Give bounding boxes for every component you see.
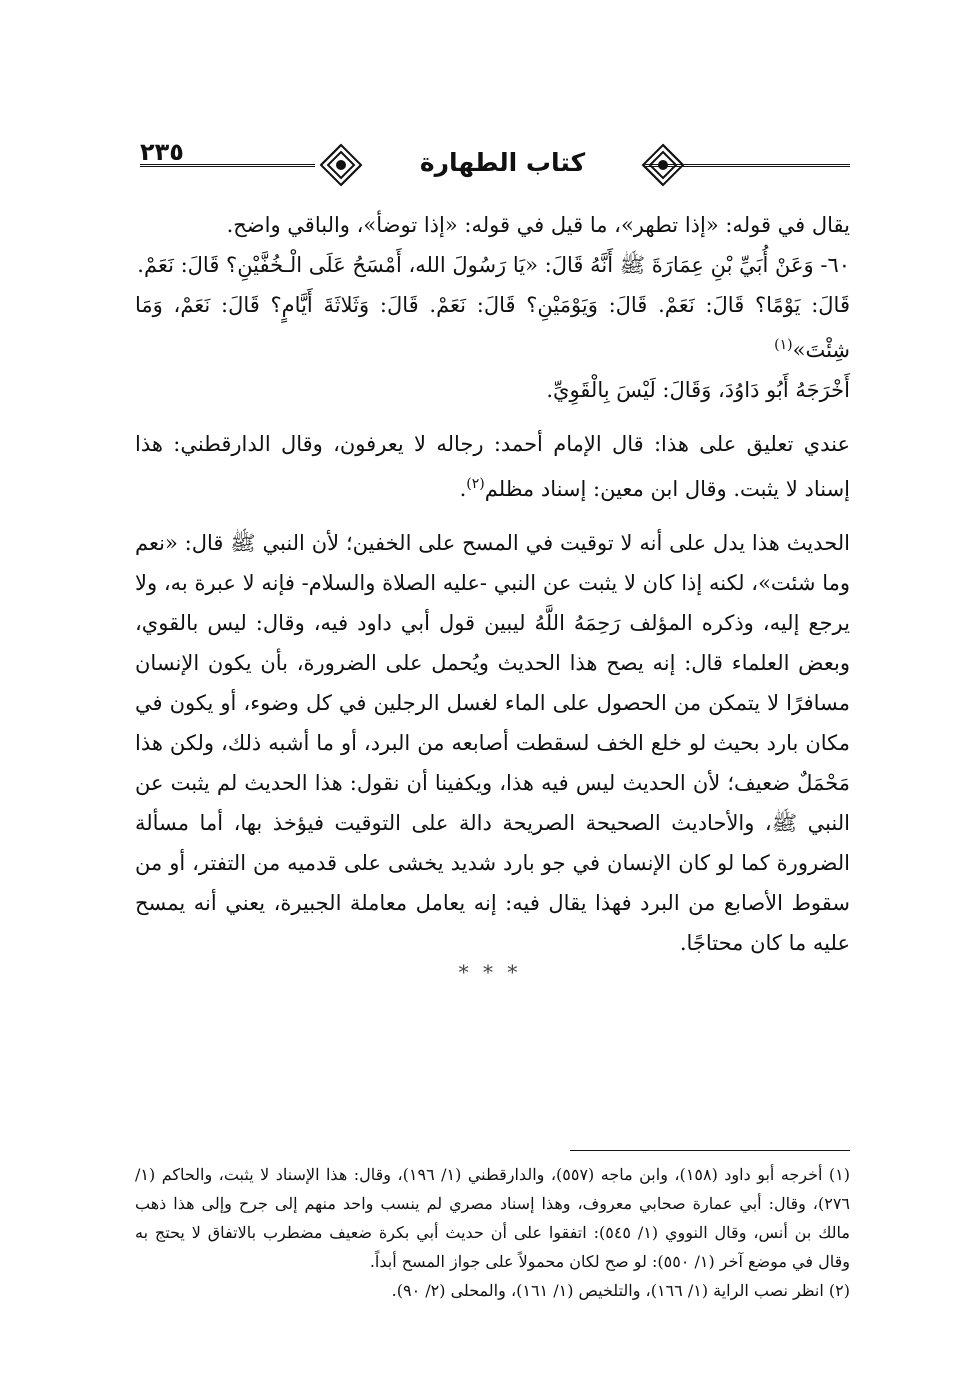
comment-paragraph — [135, 424, 850, 509]
ornament-left-icon — [318, 142, 364, 188]
explanation-paragraph: الحديث هذا يدل على أنه لا توقيت في المسح على الخفين؛ لأن النبي ﷺ قال: «نعم وما شئت»، لكنه إذا كان لا يثبت عن النبي -عليه الصلاة والسلام- فإنه لا عبرة به، ولا يرجع إليه، وذكره المؤلف رَحِمَهُ اللَّهُ ليبين قول أبي داود فيه، وقال: ليس بالقوي، وبعض العلماء قال: إنه يصح هذا الحديث ويُحمل على الضرورة، بأن يكون الإنسان مسافرًا لا يتمكن من الحصول على الماء لغسل الرجلين في كل وضوء، أو يكون في مكان بارد بحيث لو خلع الخف لسقطت أصابعه من البرد، أو ما أشبه ذلك، ولكن هذا مَحْمَلٌ ضعيف؛ لأن الحديث ليس فيه هذا، ويكفينا أن نقول: هذا الحديث لم يثبت عن النبي ﷺ، والأحاديث الصحيحة الصريحة دالة على التوقيت فيؤخذ بها، أما مسألة الضرورة كما لو كان الإنسان في جو بارد شديد يخشى على قدميه من التفتر، أو من سقوط الأصابع من البرد فهذا يقال فيه: إنه يعامل معاملة الجبيرة، يعني أنه يمسح عليه ما كان محتاجًا. — [135, 531, 850, 955]
hadith-block — [135, 245, 850, 410]
main-text — [135, 205, 850, 963]
section-separator: * * * — [458, 960, 522, 984]
footnote-1: (١) أخرجه أبو داود (١٥٨)، وابن ماجه (٥٥٧)، والدارقطني (١/ ١٩٦)، وقال: هذا الإسناد لا يثبت، والحاكم (١/ ٢٧٦)، وقال: أبي عمارة صحابي معروف، وهذا إسناد مصري لم ينسب واحد منهم إلى جرح وإلى هذا ذهب مالك بن أنس، وقال النووي (١/ ٥٤٥): اتفقوا على أن حديث أبي بكرة ضعيف مضطرب بالاتفاق لا يحتج به وقال في موضع آخر (١/ ٥٥٠): لو صح لكان محمولاً على جواز المسح أبداً. — [135, 1165, 851, 1271]
hadith-line-3: أَخْرَجَهُ أَبُو دَاوُدَ، وَقَالَ: لَيْسَ بِالْقَوِيِّ. — [546, 378, 850, 402]
footnote-2: (٢) انظر نصب الراية (١/ ١٦٦)، والتلخيص (١/ ١٦١)، والمحلى (٢/ ٩٠). — [391, 1281, 850, 1300]
page-number: ٢٣٥ — [140, 138, 184, 166]
comment-end: . — [459, 477, 467, 501]
footnote-ref-1[interactable]: (١) — [774, 337, 793, 353]
hadith-line-2-text: قَالَ: يَوْمًا؟ قَالَ: نَعَمْ. قَالَ: وَيَوْمَيْنِ؟ قَالَ: نَعَمْ. قَالَ: وَثَلاثَةَ أَيَّامٍ؟ قَالَ: نَعَمْ، وَمَا شِئْتَ» — [135, 293, 850, 362]
header-rule-right — [645, 164, 850, 167]
page-header — [140, 140, 850, 192]
footnotes — [135, 1160, 850, 1305]
book-title: كتاب الطهارة — [419, 148, 586, 177]
comment-text: عندي تعليق على هذا: قال الإمام أحمد: رجاله لا يعرفون، وقال الدارقطني: هذا إسناد لا يثبت. وقال ابن معين: إسناد مظلم — [135, 432, 850, 501]
footnote-divider — [570, 1150, 850, 1151]
intro-line: يقال في قوله: «إذا تطهر»، ما قيل في قوله: «إذا توضأ»، والباقي واضح. — [226, 213, 850, 237]
hadith-line-2 — [135, 285, 850, 370]
footnote-ref-2[interactable]: (٢) — [466, 476, 485, 492]
hadith-line-1: ٦٠- وَعَنْ أُبَيِّ بْنِ عِمَارَةَ ﷺ أَنَّهُ قَالَ: «يَا رَسُولَ الله، أَمْسَحُ عَلَى الْـخُفَّيْنِ؟ قَالَ: نَعَمْ. — [137, 253, 850, 277]
